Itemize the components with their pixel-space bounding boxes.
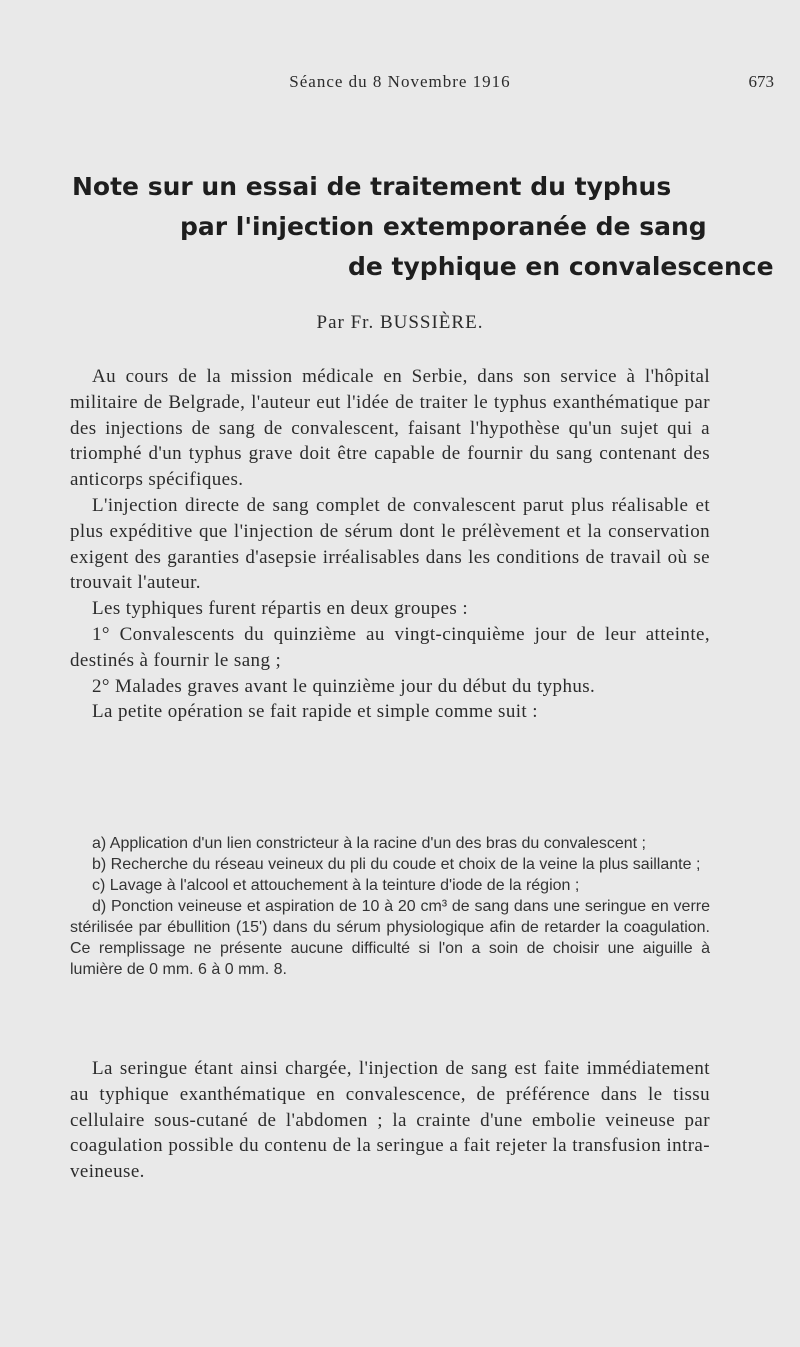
- paragraph: 1° Convalescents du quinzième au vingt-cinquième jour de leur atteinte, destinés à fournir le sang ;: [70, 623, 710, 671]
- step-item: d) Ponction veineuse et aspiration de 10 à 20 cm³ de sang dans une seringue en verre stérilisée par ébullition (15') dans du sérum physiologique afin de retarder la coagulation. Ce remplissage ne présente aucune difficulté si l'on a soin de choisir une aiguille à lumière de 0 mm. 6 à 0 mm. 8.: [70, 898, 710, 978]
- paragraph: Les typhiques furent répartis en deux groupes :: [92, 598, 469, 620]
- running-title: Séance du 8 Novembre 1916: [289, 72, 511, 91]
- paragraph: Au cours de la mission médicale en Serbie, dans son service à l'hôpital militaire de Belgrade, l'auteur eut l'idée de traiter le typhus exanthématique par des injections de sang de convalescent, faisant l'hypothèse qu'un sujet qui a triomphé d'un typhus grave doit être capable de fournir du sang contenant des anticorps spécifiques.: [70, 366, 710, 491]
- author-byline: Par Fr. BUSSIÈRE.: [316, 312, 484, 333]
- title-line-3: de typhique en convalescence: [348, 252, 774, 281]
- procedure-steps: [70, 833, 710, 980]
- paragraph: 2° Malades graves avant le quinzième jour du début du typhus.: [92, 675, 596, 697]
- title-line-1: Note sur un essai de traitement du typhus: [72, 172, 672, 201]
- running-head: [0, 68, 800, 98]
- step-item: b) Recherche du réseau veineux du pli du coude et choix de la veine la plus saillante ;: [92, 856, 701, 873]
- title-line-2: par l'injection extemporanée de sang: [180, 212, 707, 241]
- step-item: a) Application d'un lien constricteur à la racine d'un des bras du convalescent ;: [92, 835, 646, 852]
- paragraph: La petite opération se fait rapide et simple comme suit :: [92, 701, 538, 723]
- step-item: c) Lavage à l'alcool et attouchement à la teinture d'iode de la région ;: [92, 877, 580, 894]
- body-text: [70, 364, 710, 725]
- paragraph: La seringue étant ainsi chargée, l'injection de sang est faite immédiatement au typhique exanthématique en convalescence, de préférence dans le tissu cellulaire sous-cutané de l'abdomen ; la crainte d'une embolie veineuse par coagulation possible du contenu de la seringue a fait rejeter la transfusion intra-veineuse.: [70, 1058, 710, 1183]
- page-number: 673: [748, 72, 774, 91]
- closing-text: [70, 1056, 710, 1185]
- paragraph: L'injection directe de sang complet de convalescent parut plus réalisable et plus expéditive que l'injection de sérum dont le prélèvement et la conservation exigent des garanties d'asepsie irréalisables dans les conditions de travail où se trouvait l'auteur.: [70, 494, 710, 594]
